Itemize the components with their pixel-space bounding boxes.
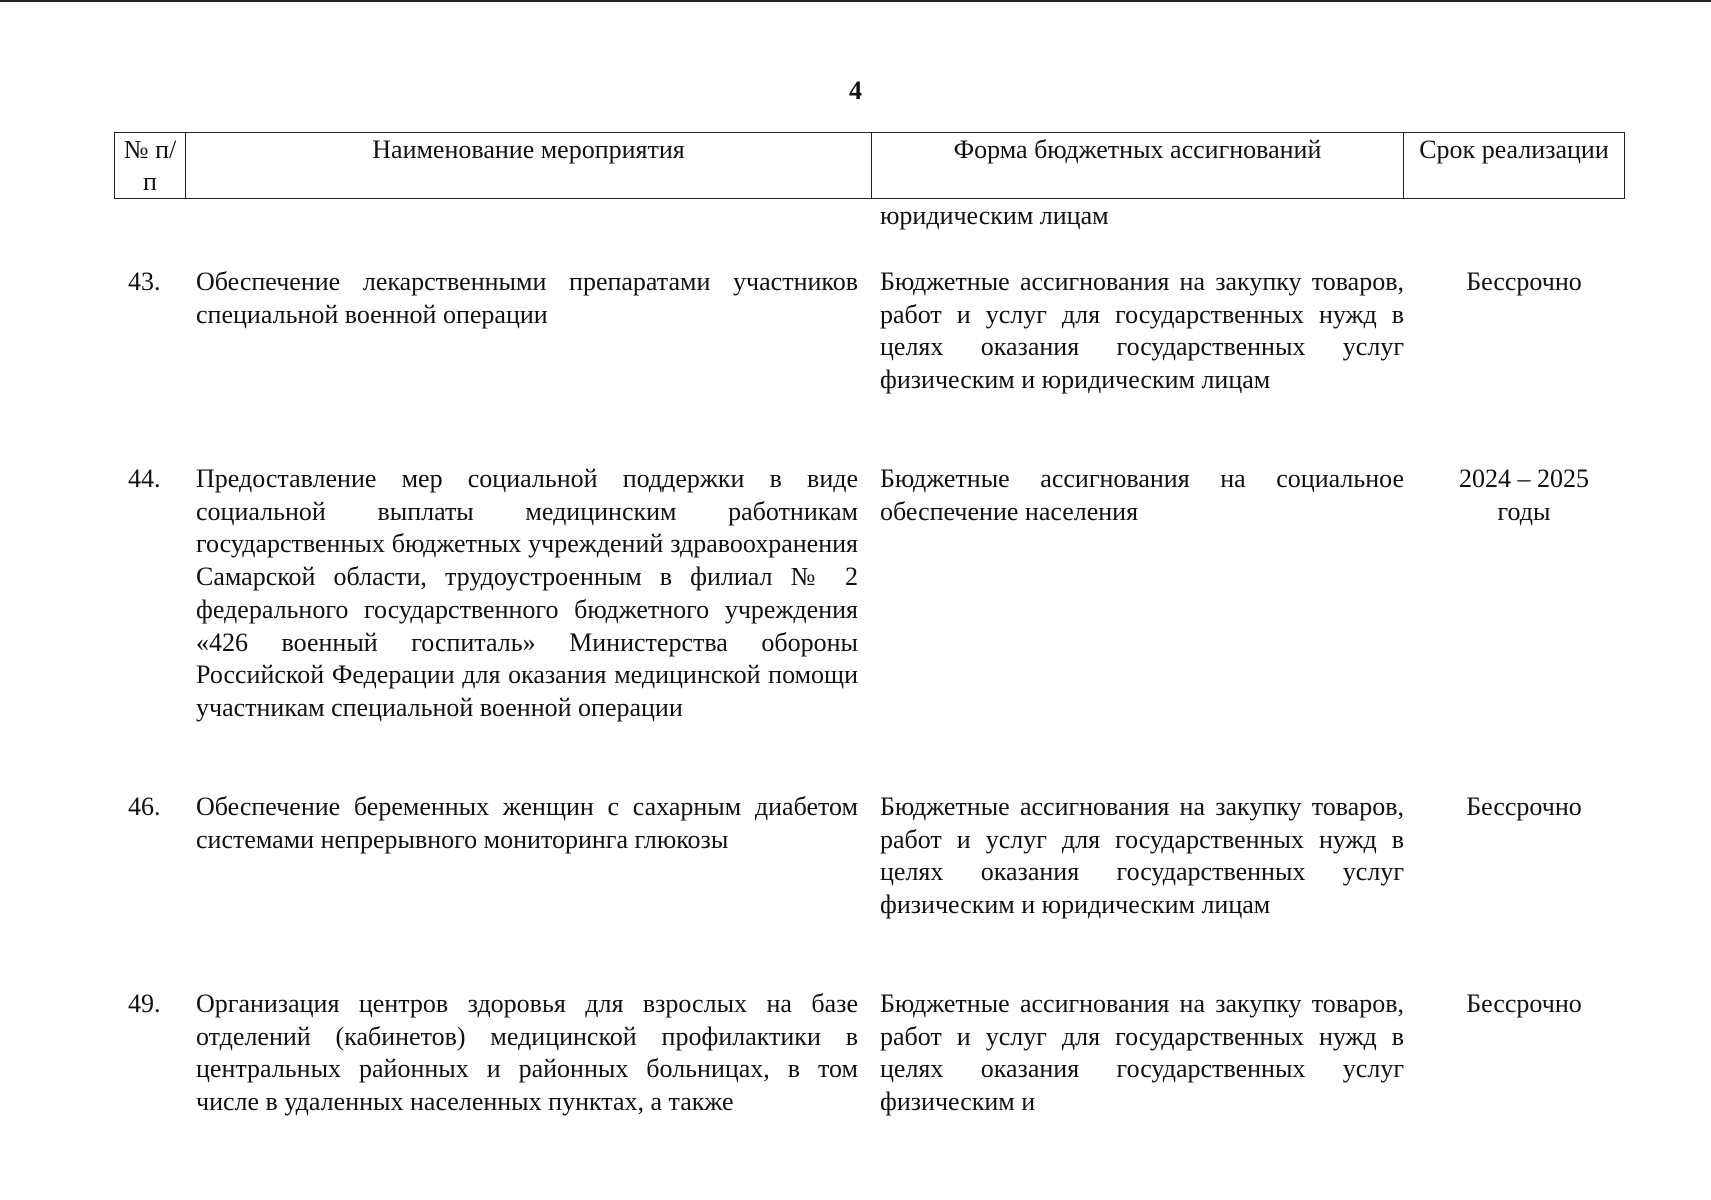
row-term: 2024 – 2025 годы [1459, 464, 1589, 526]
row-number: 46. [128, 792, 161, 821]
header-term: Срок реализации [1404, 133, 1625, 199]
row-form: Бюджетные ассигнования на закупку товаров, работ и услуг для государственных нужд в целях оказания государственных услуг физическим и [880, 989, 1404, 1117]
row-name: Организация центров здоровья для взрослых на базе отделений (кабинетов) медицинской профилактики в центральных районных и районных больницах, в том числе в удаленных населенных пунктах, а также [196, 989, 858, 1117]
row-term: Бессрочно [1466, 989, 1582, 1018]
row-name: Обеспечение беременных женщин с сахарным диабетом системами непрерывного мониторинга глюкозы [196, 792, 858, 854]
header-name: Наименование мероприятия [186, 133, 872, 199]
continuation-text: юридическим лицам [880, 201, 1109, 230]
row-number: 49. [128, 989, 161, 1018]
page-number: 4 [849, 76, 862, 105]
header-row [115, 133, 1625, 199]
row-form: Бюджетные ассигнования на закупку товаров, работ и услуг для государственных нужд в целях оказания государственных услуг физическим и юридическим лицам [880, 792, 1404, 920]
row-term: Бессрочно [1466, 792, 1582, 821]
row-form: Бюджетные ассигнования на закупку товаров, работ и услуг для государственных нужд в целях оказания государственных услуг физическим и юридическим лицам [880, 267, 1404, 395]
table-header [114, 132, 1625, 199]
row-number: 44. [128, 464, 161, 493]
row-name: Предоставление мер социальной поддержки в виде социальной выплаты медицинским работникам государственных бюджетных учреждений здравоохранения Самарской области, трудоустроенным в филиал № 2 федерального государственного бюджетного учреждения «426 военный госпиталь» Министерства обороны Российской Федерации для оказания медицинской помощи участникам специальной военной операции [196, 464, 858, 722]
header-form: Форма бюджетных ассигнований [872, 133, 1404, 199]
row-form: Бюджетные ассигнования на социальное обеспечение населения [880, 464, 1404, 526]
row-term: Бессрочно [1466, 267, 1582, 296]
scan-edge-line [0, 0, 1711, 2]
row-number: 43. [128, 267, 161, 296]
row-name: Обеспечение лекарственными препаратами участников специальной военной операции [196, 267, 858, 329]
header-number: № п/п [115, 133, 186, 199]
